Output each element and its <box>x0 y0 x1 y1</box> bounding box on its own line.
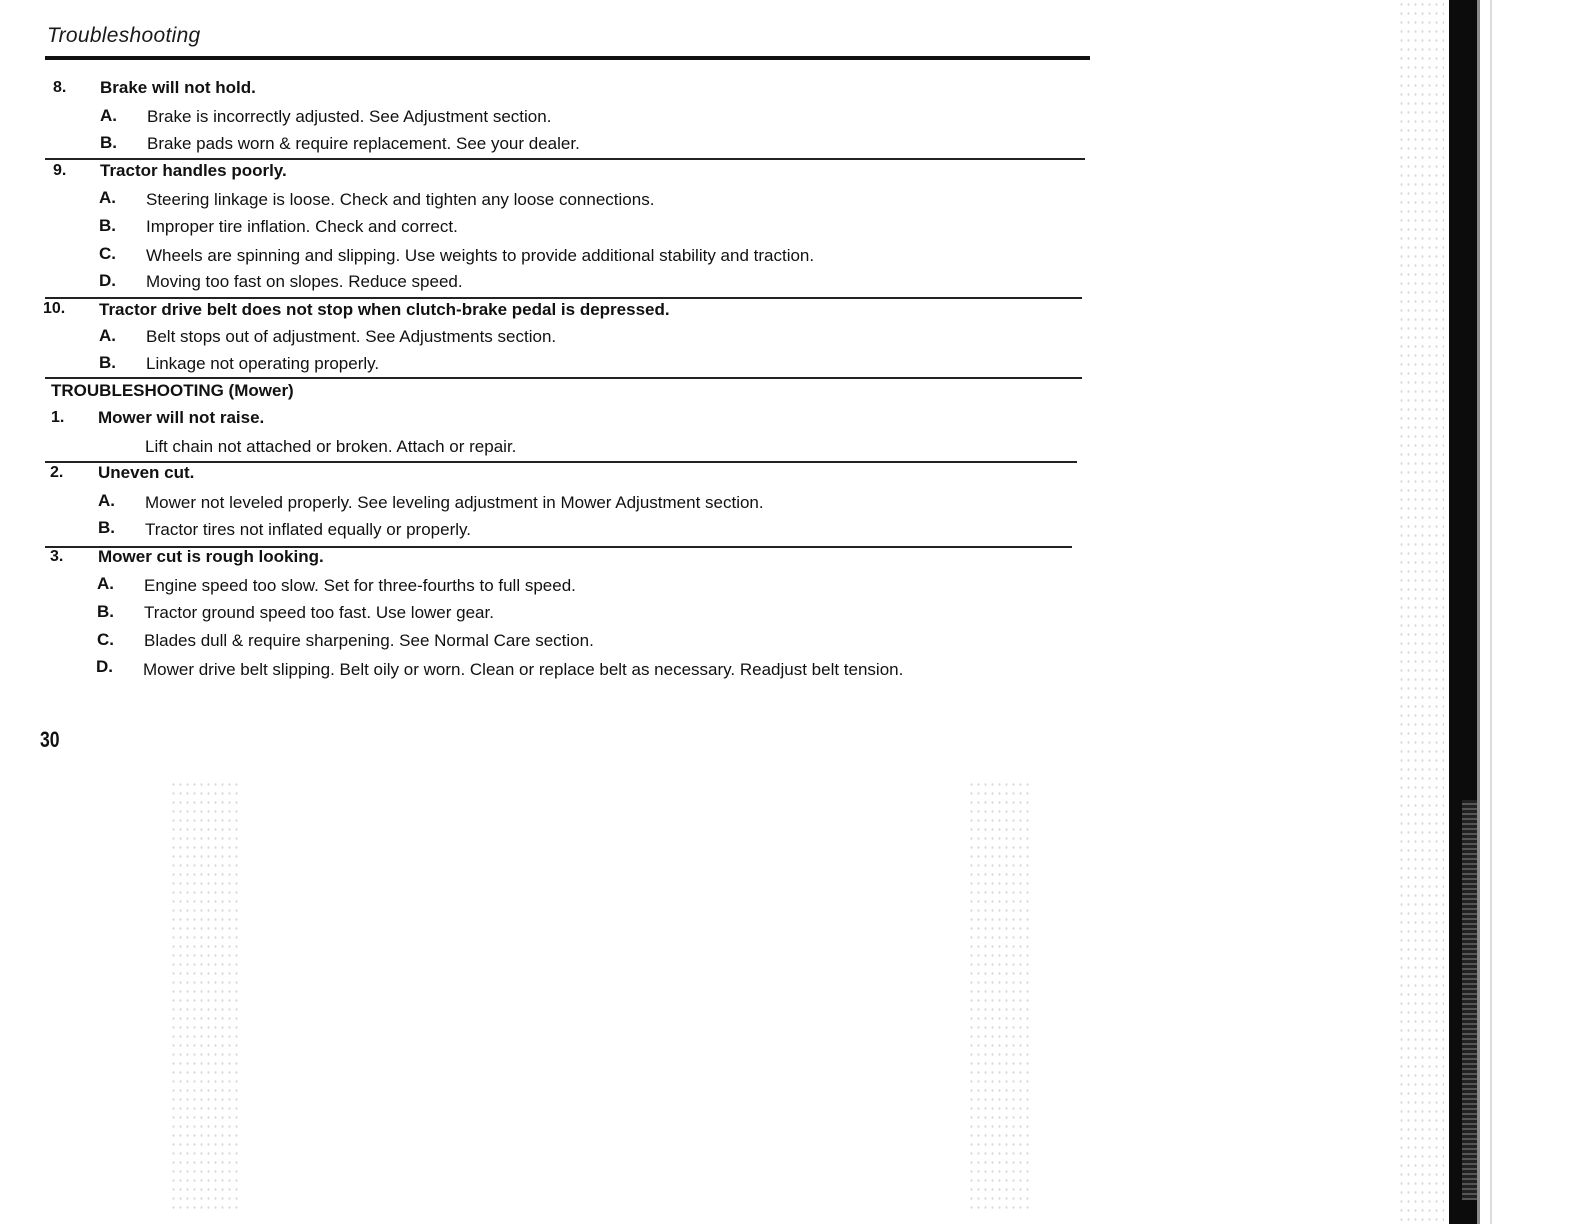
divider-rule <box>45 461 1077 463</box>
divider-rule <box>45 297 1082 299</box>
cause-text: Moving too fast on slopes. Reduce speed. <box>146 272 463 291</box>
divider-rule <box>45 158 1085 160</box>
page-number: 30 <box>40 727 60 752</box>
item-title: Tractor drive belt does not stop when clutch-brake pedal is depressed. <box>99 300 670 319</box>
cause-letter: C. <box>97 630 114 649</box>
item-title: Brake will not hold. <box>100 78 256 97</box>
cause-letter: C. <box>99 244 116 263</box>
cause-letter: A. <box>97 574 114 593</box>
item-number: 2. <box>50 464 64 481</box>
divider-rule <box>45 377 1082 379</box>
scan-speckle-right <box>968 780 1032 1210</box>
cause-text: Tractor ground speed too fast. Use lower gear. <box>144 603 494 622</box>
cause-text: Steering linkage is loose. Check and tighten any loose connections. <box>146 190 655 209</box>
item-number: 1. <box>51 409 65 426</box>
header-rule <box>45 56 1090 60</box>
cause-letter: B. <box>98 518 115 537</box>
item-number: 9. <box>53 162 67 179</box>
cause-text: Engine speed too slow. Set for three-fourths to full speed. <box>144 576 576 595</box>
item-title: Mower will not raise. <box>98 408 265 427</box>
cause-letter: B. <box>97 602 114 621</box>
cause-text: Mower not leveled properly. See leveling adjustment in Mower Adjustment section. <box>145 493 764 512</box>
cause-letter: B. <box>99 216 116 235</box>
cause-letter: A. <box>98 491 115 510</box>
cause-text: Improper tire inflation. Check and correct. <box>146 217 458 236</box>
cause-text: Blades dull & require sharpening. See Normal Care section. <box>144 631 594 650</box>
cause-letter: A. <box>99 326 116 345</box>
cause-text: Brake pads worn & require replacement. See your dealer. <box>147 134 580 153</box>
cause-letter: A. <box>100 106 117 125</box>
item-number: 3. <box>50 548 64 565</box>
scan-speckle-edge <box>1398 0 1444 1224</box>
cause-text: Wheels are spinning and slipping. Use weights to provide additional stability and traction. <box>146 246 815 265</box>
item-number: 8. <box>53 79 67 96</box>
cause-letter: B. <box>99 353 116 372</box>
cause-text: Lift chain not attached or broken. Attach or repair. <box>145 437 517 456</box>
page-header-title: Troubleshooting <box>47 24 201 47</box>
scan-binding-line <box>1490 0 1492 1224</box>
cause-text: Mower drive belt slipping. Belt oily or worn. Clean or replace belt as necessary. Readjust belt tension. <box>143 660 904 679</box>
item-title: Uneven cut. <box>98 463 195 482</box>
section-heading: TROUBLESHOOTING (Mower) <box>51 381 294 400</box>
item-title: Mower cut is rough looking. <box>98 547 324 566</box>
item-title: Tractor handles poorly. <box>100 161 287 180</box>
cause-letter: A. <box>99 188 116 207</box>
cause-text: Belt stops out of adjustment. See Adjustments section. <box>146 327 557 346</box>
scan-binding-texture <box>1462 800 1477 1200</box>
scan-speckle-left <box>170 780 240 1210</box>
cause-letter: D. <box>96 657 113 676</box>
cause-text: Tractor tires not inflated equally or properly. <box>145 520 471 539</box>
cause-text: Linkage not operating properly. <box>146 354 380 373</box>
cause-letter: B. <box>100 133 117 152</box>
cause-letter: D. <box>99 271 116 290</box>
scan-binding-edge <box>1477 0 1480 1224</box>
cause-text: Brake is incorrectly adjusted. See Adjustment section. <box>147 107 552 126</box>
item-number: 10. <box>43 300 66 317</box>
